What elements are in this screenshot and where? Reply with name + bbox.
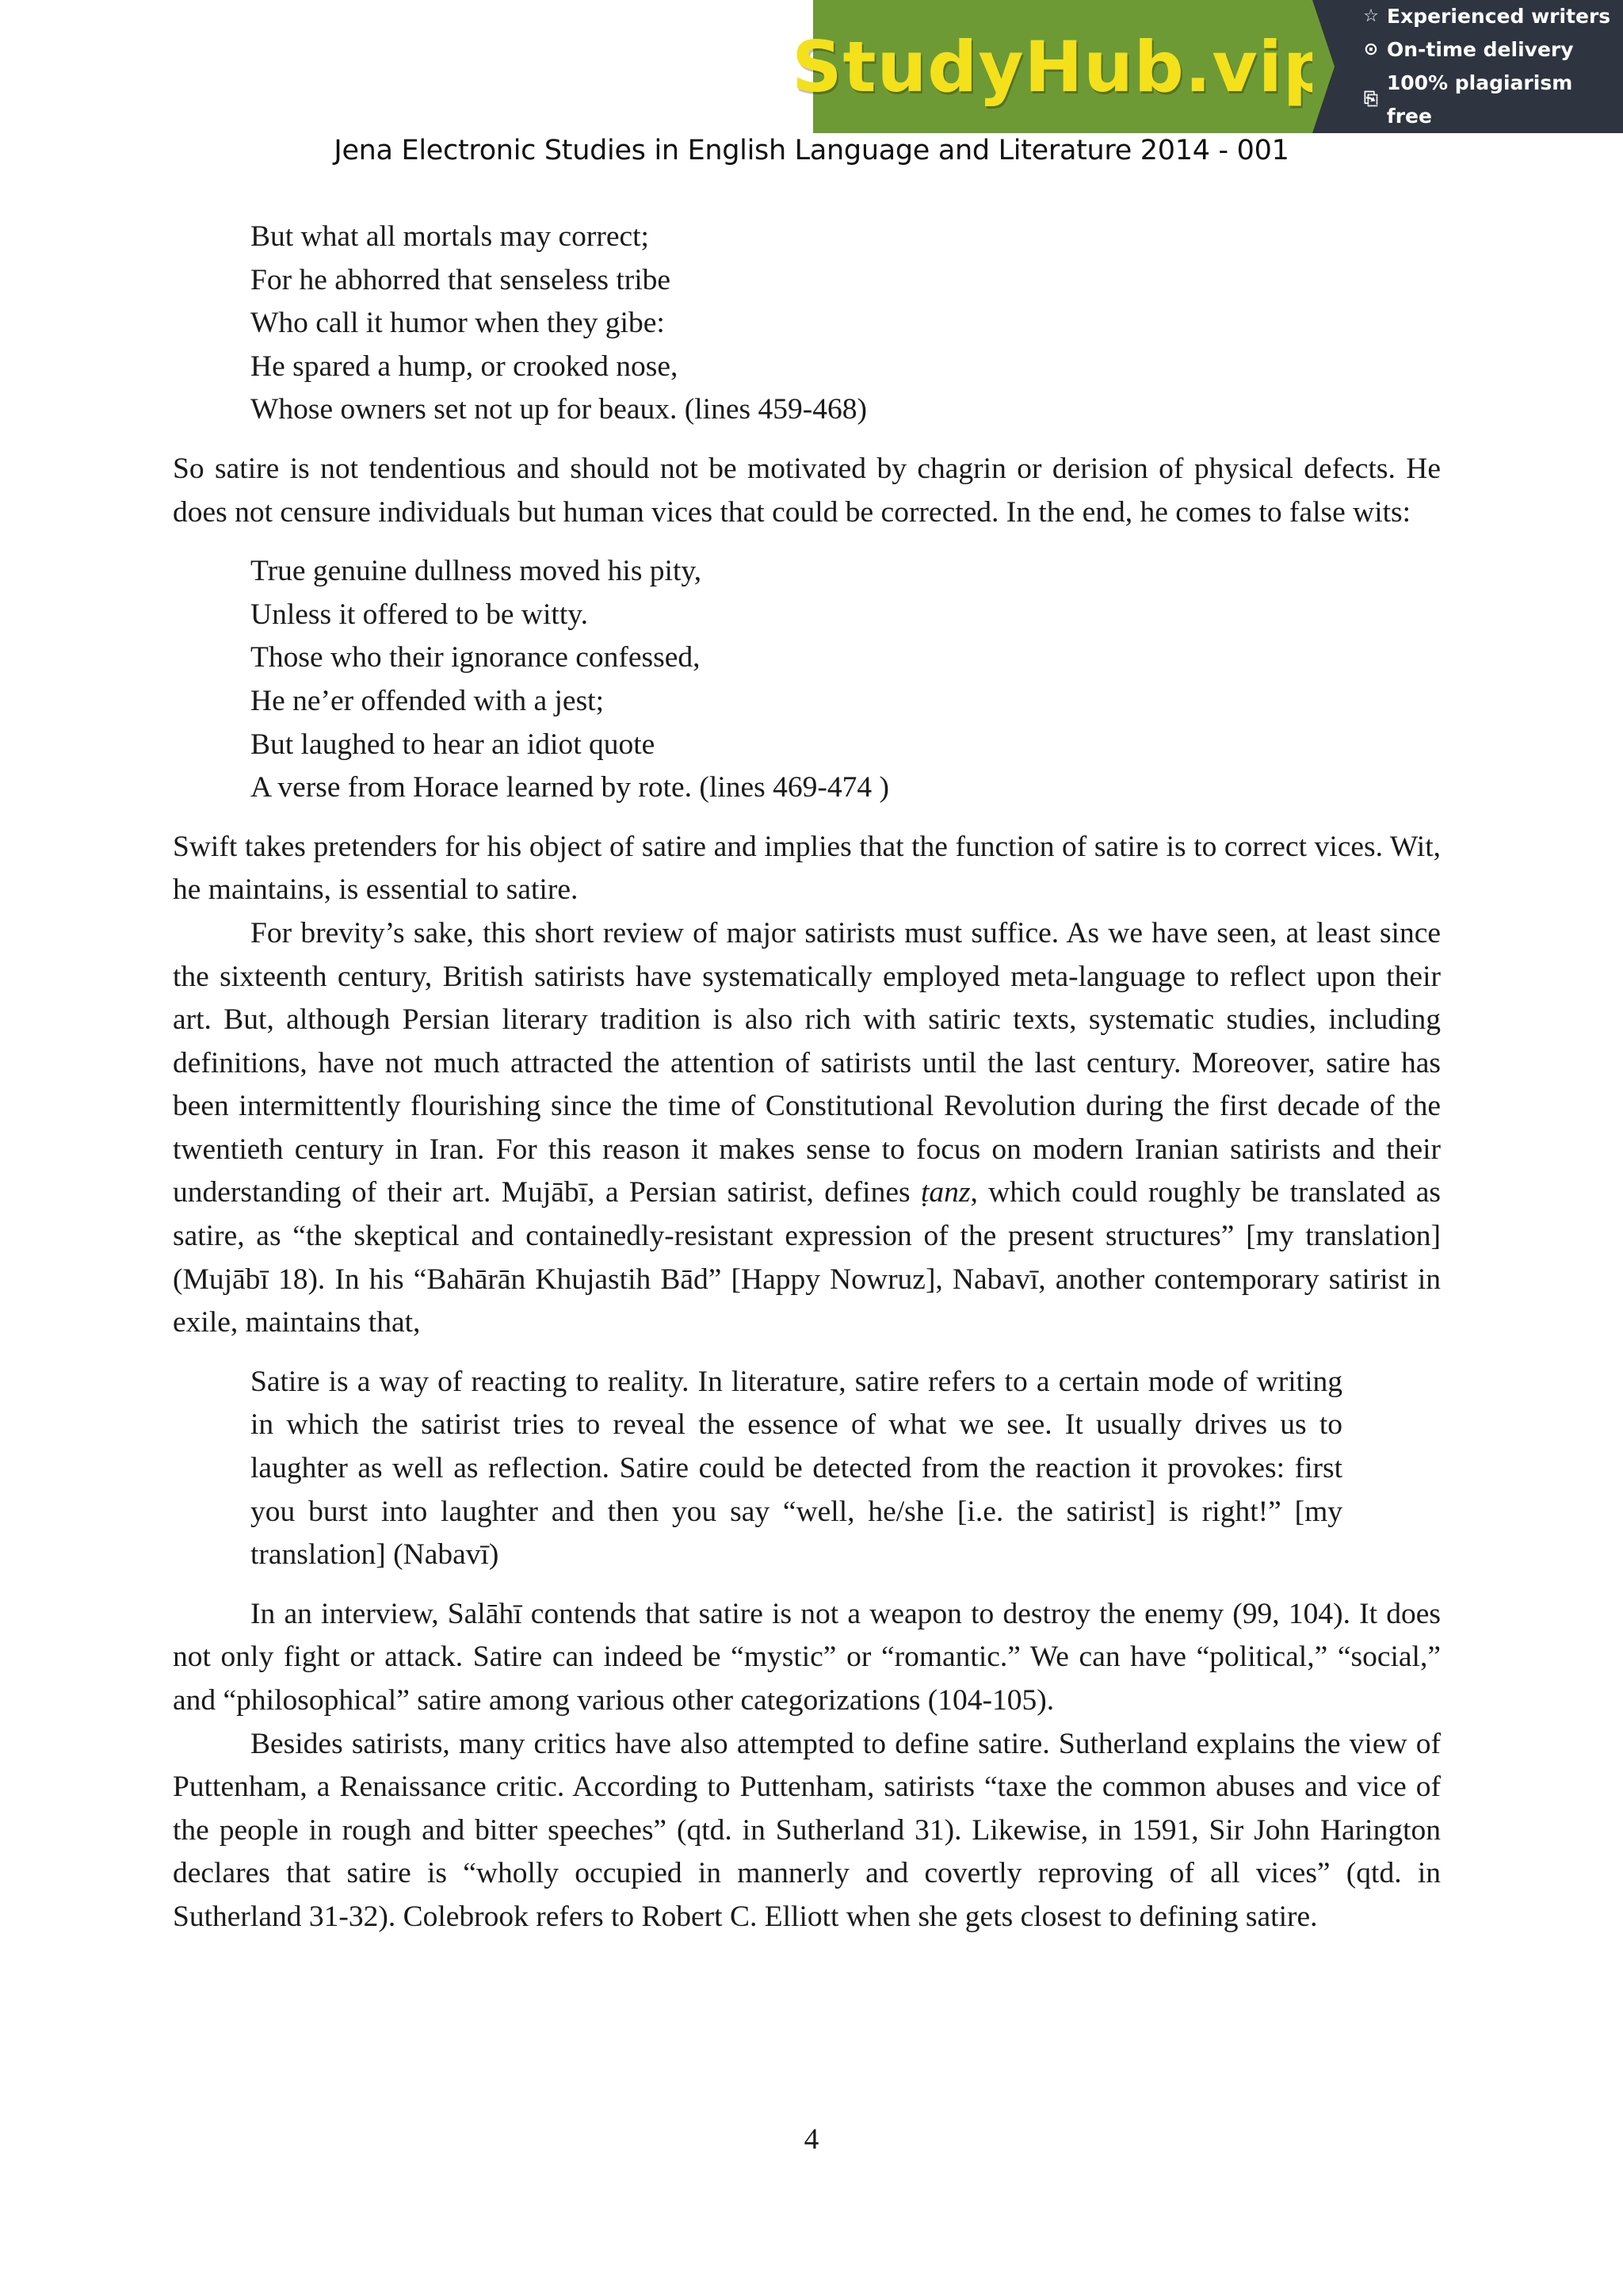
- logo-text: StudyHub.vip: [792, 25, 1334, 108]
- paragraph-text: For brevity’s sake, this short review of major satirists must suffice. As we have seen, at least since the sixteenth century, British satirists have systematically employed meta-language to reflect upon their art. But, although Persian literary tradition is also rich with satiric texts, systematic studies, including definitions, have not much attracted the attention of satirists until the last century. Moreover, satire has been intermittently flourishing since the time of Constitutional Revolution during the first decade of the twentieth century in Iran. For this reason it makes sense to focus on modern Iranian satirists and their understanding of their art. Mujābī, a Persian satirist, defines: [173, 916, 1441, 1209]
- feature-on-time-delivery: [1360, 33, 1623, 67]
- copy-icon: ⎘: [1364, 90, 1378, 109]
- verse-line: Who call it humor when they gibe:: [250, 307, 665, 340]
- clock-icon: ⊙: [1363, 40, 1379, 59]
- paragraph: So satire is not tendentious and should not be motivated by chagrin or derision of physical defects. He does not censure individuals but human vices that could be corrected. In the end, he comes to false wits:: [173, 452, 1441, 529]
- verse-line: Whose owners set not up for beaux. (lines 459-468): [250, 393, 867, 426]
- verse-line: Those who their ignorance confessed,: [250, 641, 701, 674]
- running-header: Jena Electronic Studies in English Language and Literature 2014 - 001: [334, 135, 1289, 166]
- verse-line: But laughed to hear an idiot quote: [250, 728, 655, 761]
- verse-line: A verse from Horace learned by rote. (lines 469-474 ): [250, 771, 889, 804]
- studyhub-logo[interactable]: [792, 0, 1334, 133]
- verse-excerpt-1: [250, 216, 1441, 432]
- paragraph-text: , which could roughly be translated as satire, as “the skeptical and containedly-resistant expression of the present structures” [my translation] (Mujābī 18). In his “Bahārān Khujastih Bād” [Happy Nowruz], Nabavī, another contemporary satirist in exile, maintains that,: [173, 1176, 1441, 1339]
- verse-line: For he abhorred that senseless tribe: [250, 263, 671, 296]
- feature-label: Experienced writers: [1387, 5, 1611, 28]
- page-body: [173, 216, 1441, 1955]
- feature-plagiarism-free: [1360, 67, 1623, 133]
- page-number: 4: [804, 2123, 819, 2156]
- paragraph: [173, 912, 1441, 1345]
- verse-line: But what all mortals may correct;: [250, 220, 649, 253]
- feature-label: On-time delivery: [1387, 38, 1574, 61]
- paragraph: In an interview, Salāhī contends that satire is not a weapon to destroy the enemy (99, 104). It does not only fight or attack. Satire can indeed be “mystic” or “romantic.” We can have “political,” “social,” and “philosophical” satire among various other categorizations (104-105).: [173, 1597, 1441, 1717]
- paragraph: Swift takes pretenders for his object of satire and implies that the function of satire is to correct vices. Wit, he maintains, is essential to satire.: [173, 830, 1441, 907]
- feature-experienced-writers: [1360, 0, 1623, 33]
- verse-line: He spared a hump, or crooked nose,: [250, 350, 678, 383]
- paragraph: Besides satirists, many critics have also attempted to define satire. Sutherland explains the view of Puttenham, a Renaissance critic. According to Puttenham, satirists “taxe the common abuses and vice of the people in rough and bitter speeches” (qtd. in Sutherland 31). Likewise, in 1591, Sir John Harington declares that satire is “wholly occupied in mannerly and covertly reproving of all vices” (qtd. in Sutherland 31-32). Colebrook refers to Robert C. Elliott when she gets closest to defining satire.: [173, 1727, 1441, 1933]
- block-quote: Satire is a way of reacting to reality. In literature, satire refers to a certain mode of writing in which the satirist tries to reveal the essence of what we see. It usually drives us to laughter as well as reflection. Satire could be detected from the reaction it provokes: first you burst into laughter and then you say “well, he/she [i.e. the satirist] is right!” [my translation] (Nabavī): [250, 1365, 1342, 1572]
- verse-line: He ne’er offended with a jest;: [250, 684, 605, 717]
- verse-excerpt-2: [250, 550, 1441, 810]
- star-icon: ☆: [1363, 6, 1379, 26]
- feature-label: 100% plagiarism free: [1386, 71, 1573, 128]
- banner-features: [1312, 0, 1623, 133]
- verse-line: Unless it offered to be witty.: [250, 598, 588, 631]
- italic-term: ṭanz: [920, 1176, 971, 1209]
- verse-line: True genuine dullness moved his pity,: [250, 555, 702, 588]
- ad-banner[interactable]: [792, 0, 1623, 133]
